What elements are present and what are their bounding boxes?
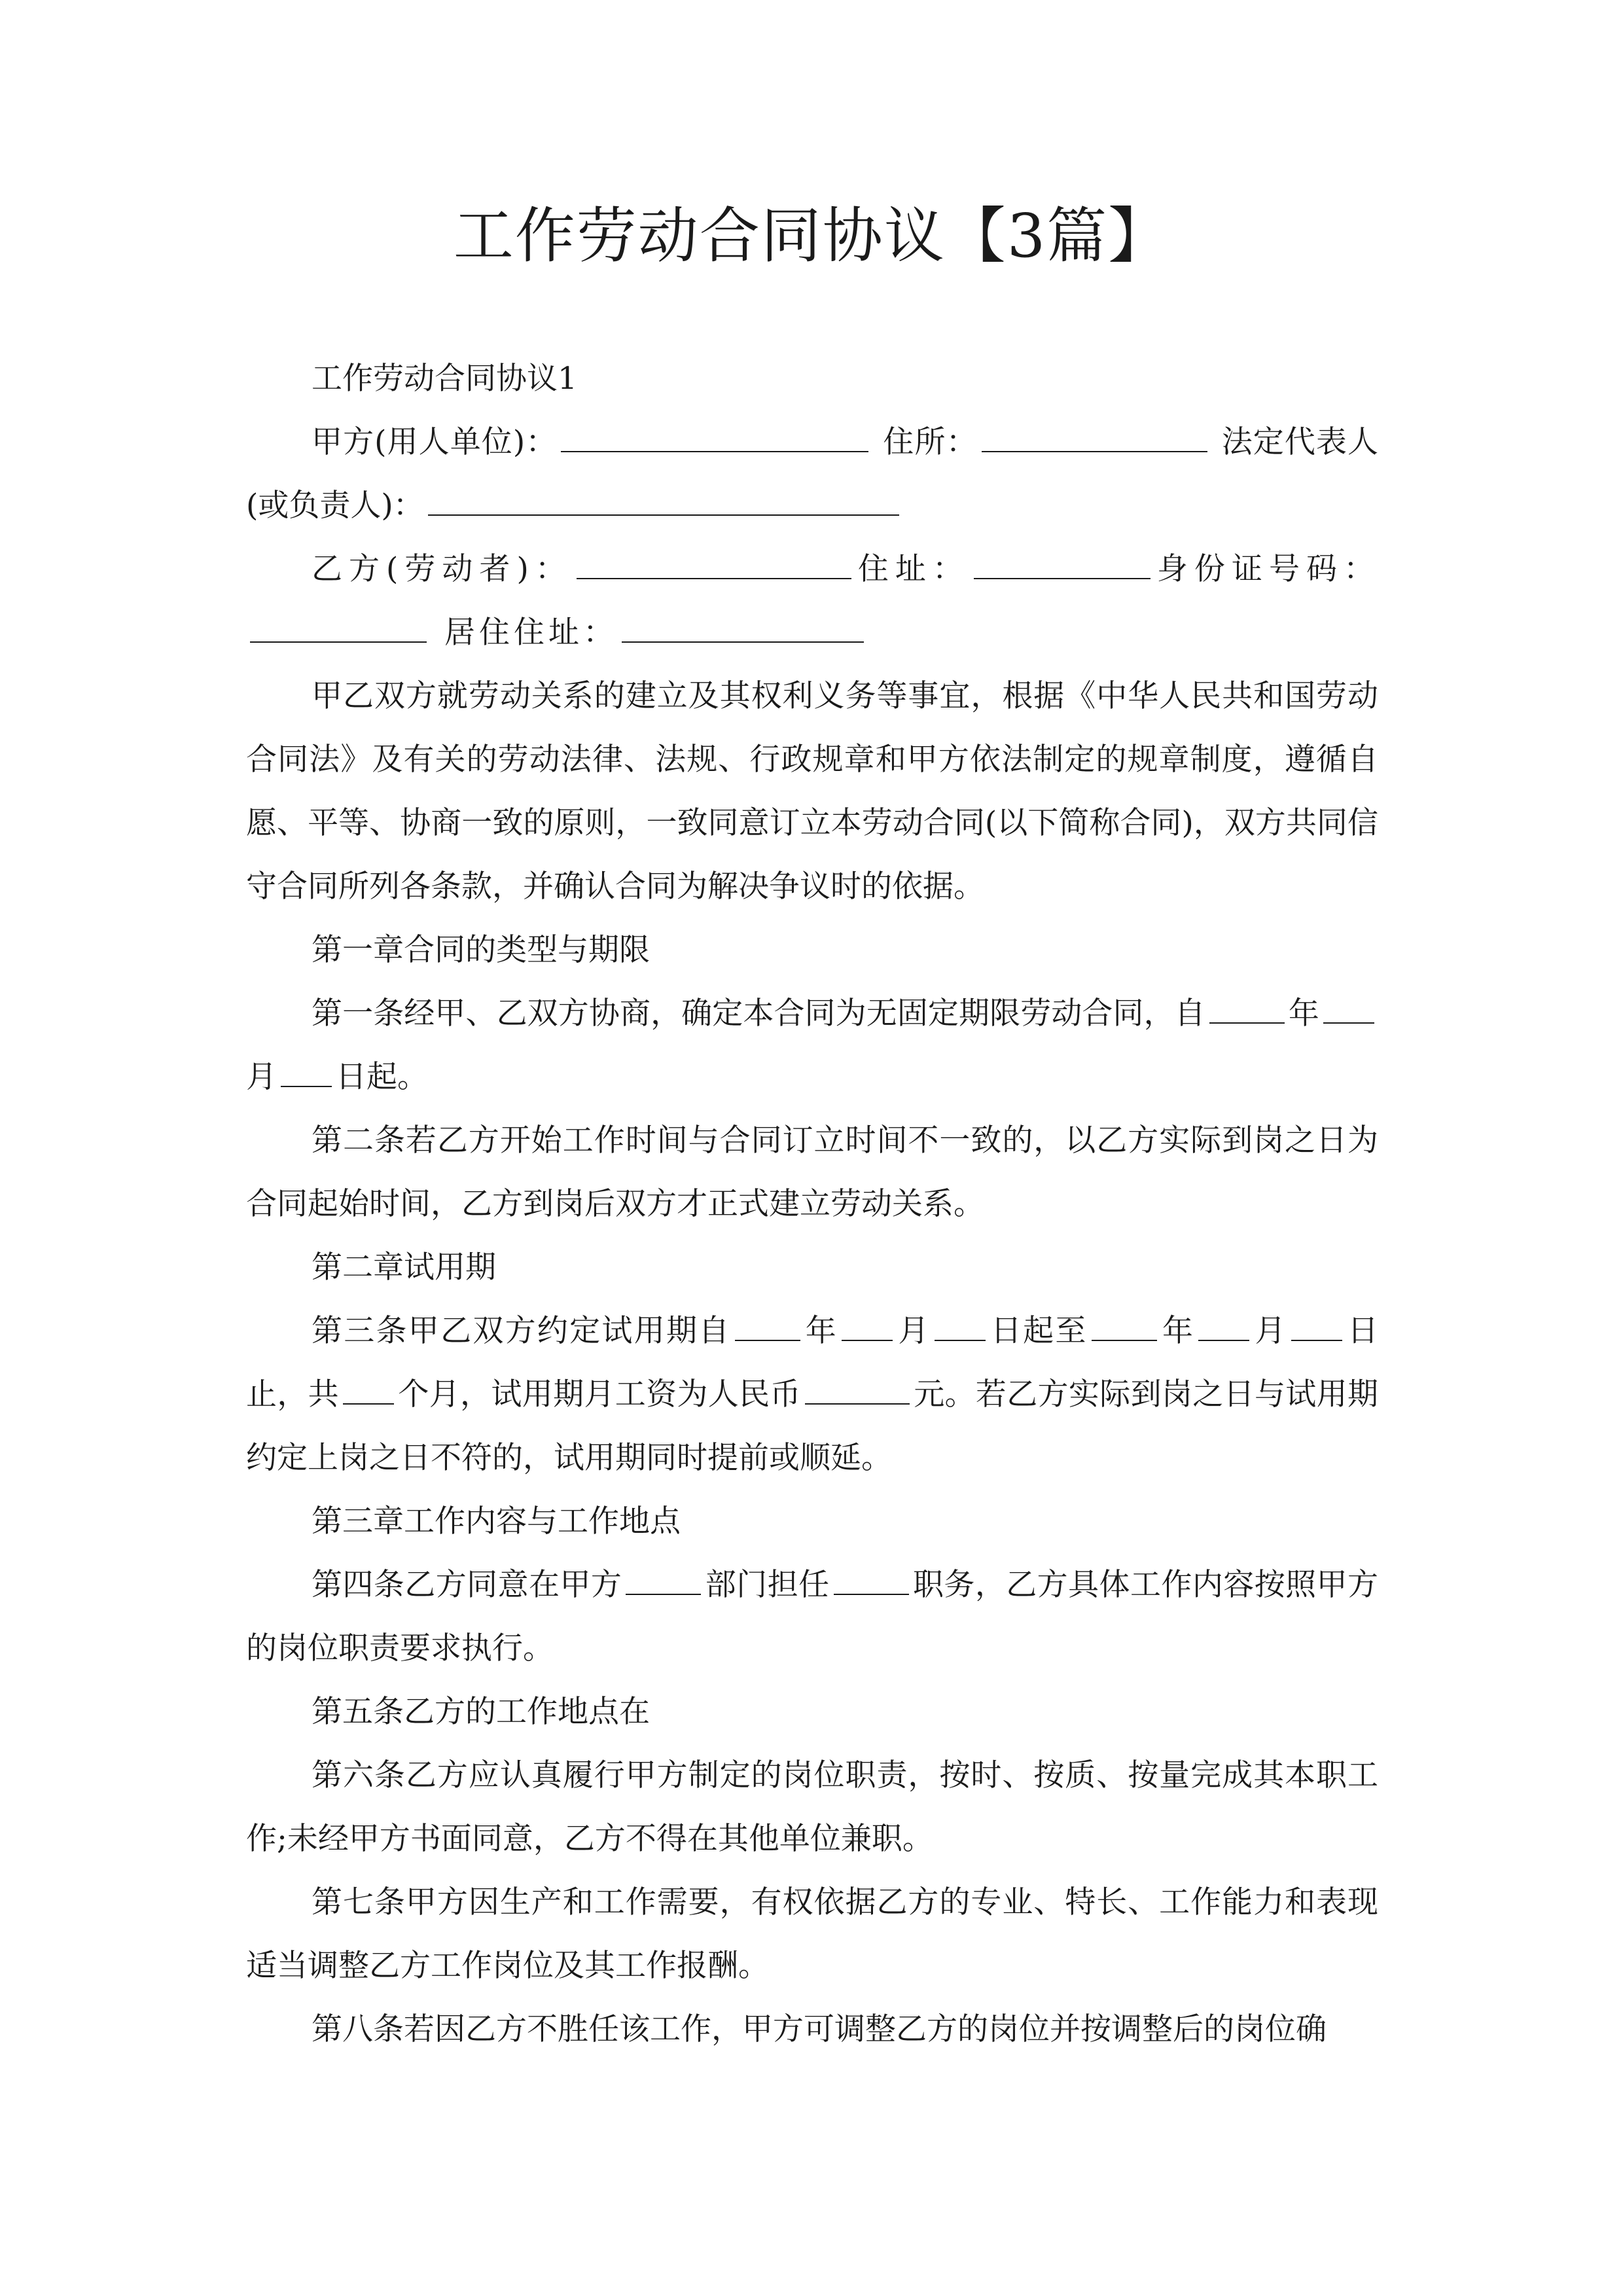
- party-b-address-blank: [974, 550, 1150, 579]
- article-3-start-year-label: 年: [804, 1313, 838, 1349]
- article-3-day-to-label: 日起至: [989, 1313, 1088, 1349]
- article-7: 第七条甲方因生产和工作需要，有权依据乙方的专业、特长、工作能力和表现适当调整乙方工作岗位及其工作报酬。: [246, 1884, 1378, 1984]
- document-body: [246, 347, 1378, 2061]
- article-8: 第八条若因乙方不胜任该工作，甲方可调整乙方的岗位并按调整后的岗位确: [312, 2011, 1327, 2047]
- party-a-label: 甲方(用人单位)：: [312, 424, 558, 460]
- party-a-address-label: 住所：: [883, 424, 978, 460]
- article-1-month-label: 月: [246, 1059, 277, 1095]
- article-2: 第二条若乙方开始工作时间与合同订立时间不一致的，以乙方实际到岗之日为合同起始时间，乙方到岗后双方才正式建立劳动关系。: [246, 1122, 1378, 1222]
- article-5: 第五条乙方的工作地点在: [312, 1694, 650, 1730]
- party-a-line: [246, 410, 1378, 537]
- article-1-year-label: 年: [1288, 996, 1320, 1031]
- article-4-department-blank: [626, 1566, 701, 1595]
- article-3-salary-blank: [805, 1376, 910, 1405]
- article-3-start-month-label: 月: [897, 1313, 931, 1349]
- party-a-name-blank: [561, 423, 868, 452]
- article-3: [246, 1299, 1378, 1490]
- article-3-start-day-blank: [935, 1312, 986, 1341]
- article-1: [246, 982, 1378, 1109]
- party-b-residence-label: 居住住址：: [444, 615, 618, 651]
- party-b-residence-blank: [622, 614, 864, 643]
- article-1-day-label: 日起。: [336, 1059, 428, 1095]
- article-3-months-blank: [343, 1376, 394, 1405]
- party-a-address-blank: [982, 423, 1207, 452]
- article-4-position-blank: [834, 1566, 909, 1595]
- article-3-end-year-blank: [1092, 1312, 1157, 1341]
- article-1-day-blank: [281, 1058, 332, 1087]
- article-4-text-c: 职务，乙方具体工作内容按照甲方的岗位职责要求执行。: [246, 1567, 1379, 1666]
- party-a-rep-label-2: 人(或负责人)：: [246, 424, 1378, 524]
- chapter-2-heading: 第二章试用期: [312, 1249, 496, 1285]
- party-b-address-label: 住址：: [855, 551, 970, 587]
- article-4-text-b: 部门担任: [705, 1567, 830, 1603]
- article-3-months-label: 个月，试用期月工资为人民币: [398, 1376, 801, 1412]
- document-title: 工作劳动合同协议【3篇】: [453, 201, 1170, 271]
- article-3-start-month-blank: [842, 1312, 893, 1341]
- party-b-id-blank: [250, 614, 427, 643]
- party-b-label: 乙方(劳动者)：: [312, 551, 573, 587]
- party-b-line: [246, 537, 1378, 664]
- article-6: 第六条乙方应认真履行甲方制定的岗位职责，按时、按质、按量完成其本职工作;未经甲方书面同意，乙方不得在其他单位兼职。: [246, 1757, 1378, 1857]
- party-b-name-blank: [577, 550, 851, 579]
- article-1-month-blank: [1323, 995, 1374, 1024]
- article-4: [246, 1553, 1378, 1680]
- article-1-year-blank: [1209, 995, 1285, 1024]
- article-3-day-end-label: 日止，共: [246, 1313, 1379, 1412]
- chapter-3-heading: 第三章工作内容与工作地点: [312, 1503, 681, 1539]
- party-a-rep-blank: [428, 487, 899, 516]
- intro-paragraph: 甲乙双方就劳动关系的建立及其权利义务等事宜，根据《中华人民共和国劳动合同法》及有关的劳动法律、法规、行政规章和甲方依法制定的规章制度，遵循自愿、平等、协商一致的原则，一致同意订立本劳动合同(以下简称合同)，双方共同信守合同所列各条款，并确认合同为解决争议时的依据。: [246, 678, 1378, 905]
- party-a-rep-label-1: 法定代表: [1221, 424, 1347, 460]
- article-3-end-month-label: 月: [1253, 1313, 1287, 1349]
- party-b-id-label: 身份证号码：: [1154, 551, 1378, 587]
- article-3-end-day-blank: [1291, 1312, 1342, 1341]
- chapter-1-heading: 第一章合同的类型与期限: [312, 932, 650, 968]
- section-title: 工作劳动合同协议1: [312, 361, 577, 397]
- article-4-text-a: 第四条乙方同意在甲方: [312, 1567, 622, 1603]
- article-3-text-rest: 元。若乙方实际到岗之日与试用期约定上岗之日不符的，试用期同时提前或顺延。: [246, 1376, 1378, 1476]
- article-3-end-month-blank: [1198, 1312, 1249, 1341]
- article-3-end-year-label: 年: [1160, 1313, 1195, 1349]
- article-3-start-year-blank: [735, 1312, 800, 1341]
- article-1-text-a: 第一条经甲、乙双方协商，确定本合同为无固定期限劳动合同，自: [312, 996, 1205, 1031]
- article-3-text-a: 第三条甲乙双方约定试用期自: [312, 1313, 731, 1349]
